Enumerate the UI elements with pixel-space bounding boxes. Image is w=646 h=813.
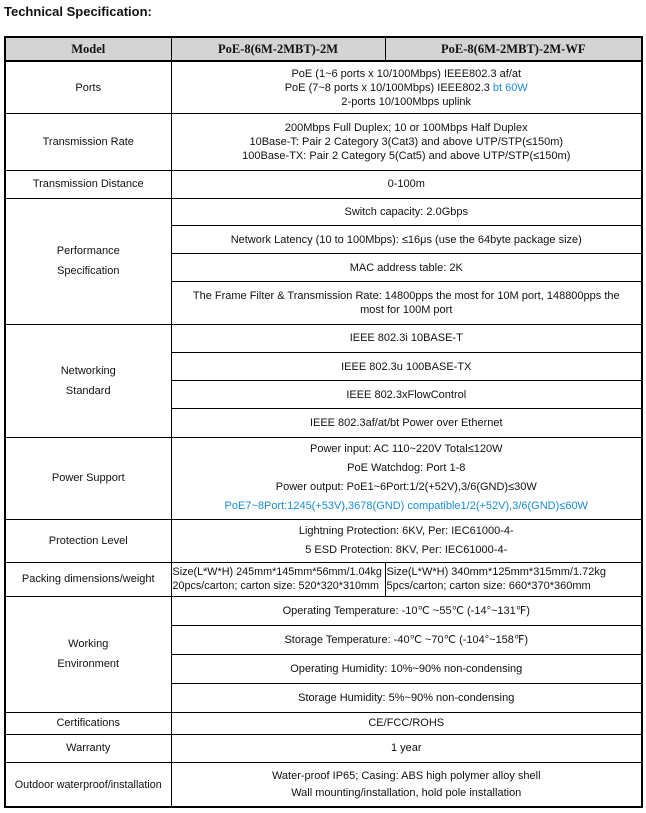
- row-label-power-support: Power Support: [5, 437, 171, 520]
- table-header-row: [5, 37, 642, 61]
- table-row: [5, 712, 642, 734]
- transmission-distance-value: 0-100m: [171, 170, 642, 198]
- table-row: [5, 734, 642, 762]
- row-label-transmission-distance: Transmission Distance: [5, 170, 171, 198]
- power-support-value: Power input: AC 110~220V Total≤120W PoE Watchdog: Port 1-8 Power output: PoE1~6Port:1/2(+52V),3/6(GND)≤30W PoE7~8Port:1245(+53V),3678(GND) compatible1/2(+52V),3/6(GND)≤60W: [171, 437, 642, 520]
- table-row: [5, 198, 642, 225]
- table-row: [5, 562, 642, 596]
- transmission-rate-value: 200Mbps Full Duplex; 10 or 100Mbps Half Duplex 10Base-T: Pair 2 Category 3(Cat3) and above UTP/STP(≤150m) 100Base-TX: Pair 2 Category 5(Cat5) and above UTP/STP(≤150m): [171, 114, 642, 170]
- protection-value: Lightning Protection: 6KV, Per: IEC61000-4- 5 ESD Protection: 8KV, Per: IEC61000-4-: [171, 520, 642, 562]
- row-label-certifications: Certifications: [5, 712, 171, 734]
- packing-col1-value: Size(L*W*H) 245mm*145mm*56mm/1.04kg 20pcs/carton; carton size: 520*320*310mm: [171, 562, 385, 596]
- frame-filter-value: The Frame Filter & Transmission Rate: 14800pps the most for 10M port, 148800pps the most for 100M port: [171, 282, 642, 324]
- networking-standard-item: IEEE 802.3i 10BASE-T: [171, 324, 642, 352]
- networking-standard-item: IEEE 802.3xFlowControl: [171, 381, 642, 409]
- row-label-outdoor: Outdoor waterproof/installation: [5, 763, 171, 807]
- table-row: [5, 170, 642, 198]
- networking-standard-item: IEEE 802.3u 100BASE-TX: [171, 352, 642, 380]
- header-col1: PoE-8(6M-2MBT)-2M: [171, 37, 385, 61]
- storage-temperature-value: Storage Temperature: -40℃ ~70℃ (-104°~158℉): [171, 626, 642, 655]
- operating-temperature-value: Operating Temperature: -10℃ ~55℃ (-14°~131℉): [171, 596, 642, 625]
- storage-humidity-value: Storage Humidity: 5%~90% non-condensing: [171, 684, 642, 712]
- operating-humidity-value: Operating Humidity: 10%~90% non-condensing: [171, 655, 642, 684]
- row-label-networking: Networking Standard: [5, 324, 171, 437]
- packing-col2-value: Size(L*W*H) 340mm*125mm*315mm/1.72kg 5pcs/carton; carton size: 660*370*360mm: [385, 562, 642, 596]
- networking-standard-item: IEEE 802.3af/at/bt Power over Ethernet: [171, 409, 642, 437]
- certifications-value: CE/FCC/ROHS: [171, 712, 642, 734]
- row-label-packing: Packing dimensions/weight: [5, 562, 171, 596]
- header-model: Model: [5, 37, 171, 61]
- row-label-warranty: Warranty: [5, 734, 171, 762]
- header-col2: PoE-8(6M-2MBT)-2M-WF: [385, 37, 642, 61]
- mac-table-value: MAC address table: 2K: [171, 254, 642, 282]
- row-label-protection: Protection Level: [5, 520, 171, 562]
- table-row: [5, 520, 642, 562]
- row-label-performance: Performance Specification: [5, 198, 171, 324]
- row-label-environment: Working Environment: [5, 596, 171, 712]
- section-heading: Technical Specification:: [4, 4, 152, 19]
- table-row: [5, 437, 642, 520]
- row-label-ports: Ports: [5, 61, 171, 113]
- table-row: [5, 324, 642, 352]
- latency-value: Network Latency (10 to 100Mbps): ≤16μs (use the 64byte package size): [171, 225, 642, 253]
- table-row: [5, 61, 642, 113]
- outdoor-value: Water-proof IP65; Casing: ABS high polymer alloy shell Wall mounting/installation, hold pole installation: [171, 763, 642, 807]
- warranty-value: 1 year: [171, 734, 642, 762]
- ports-value: PoE (1~6 ports x 10/100Mbps) IEEE802.3 af/at PoE (7~8 ports x 10/100Mbps) IEEE802.3 bt 60W 2-ports 10/100Mbps uplink: [171, 61, 642, 113]
- spec-table: [4, 36, 643, 808]
- table-row: [5, 114, 642, 170]
- switch-capacity-value: Switch capacity: 2.0Gbps: [171, 198, 642, 225]
- table-row: [5, 596, 642, 625]
- row-label-transmission-rate: Transmission Rate: [5, 114, 171, 170]
- table-row: [5, 763, 642, 807]
